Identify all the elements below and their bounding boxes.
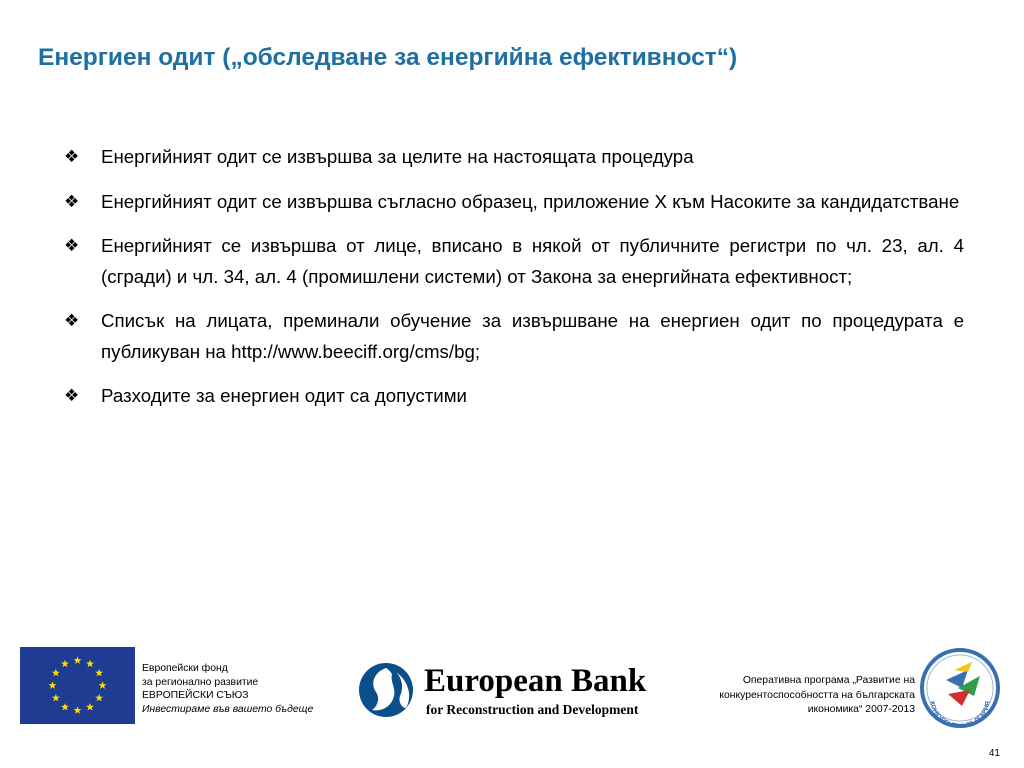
eu-fund-line2: за регионално развитие [142, 676, 259, 688]
eu-star [52, 694, 60, 702]
eu-star [86, 703, 94, 711]
eu-star [74, 706, 82, 714]
eu-star [61, 660, 69, 668]
programme-line1: Оперативна програма „Развитие на [742, 675, 915, 686]
eu-star [74, 656, 82, 664]
bullet-text: Енергийният се извършва от лице, вписано в някой от публичните регистри по чл. 23, ал. 4 (сгради) и чл. 34, ал. 4 (промишлени системи) от Закона за енергийната ефективност; [101, 235, 964, 287]
programme-line2: конкурентоспособността на българската [719, 689, 915, 701]
eu-star [49, 681, 57, 689]
diamond-bullet-icon: ❖ [64, 191, 80, 212]
diamond-bullet-icon: ❖ [64, 236, 80, 256]
eu-star [61, 703, 69, 711]
competitive-bulgaria-logo-icon [918, 640, 1000, 740]
bullet-text: Разходите за енергиен одит са допустими [101, 385, 467, 406]
programme-text [719, 674, 915, 718]
eu-flag-icon [20, 647, 135, 724]
bullet-item [64, 231, 964, 292]
logo-text: КОНКУРЕНТНА БЪЛГАРИЯ [928, 700, 992, 731]
bullet-list [64, 142, 964, 426]
programme-line3: икономика“ 2007-2013 [807, 704, 915, 715]
eu-fund-text [142, 662, 313, 716]
eu-star [95, 669, 103, 677]
eu-motto: Инвестираме във вашето бъдеще [142, 703, 314, 715]
slide-title: Енергиен одит („обследване за енергийна ефективност“) [38, 44, 738, 71]
bullet-item [64, 381, 964, 412]
diamond-bullet-icon: ❖ [64, 147, 80, 167]
diamond-bullet-icon: ❖ [64, 386, 80, 406]
eu-star [99, 681, 107, 689]
bullet-text: Енергийният одит се извършва съгласно образец, приложение Х към Насоките за кандидатстване [101, 190, 960, 212]
eu-fund-line1: Европейски фонд [142, 663, 228, 674]
bullet-text: Списък на лицата, преминали обучение за извършване на енергиен одит по процедурата е публикуван на http://www.beeciff.org/cms/bg; [101, 310, 964, 362]
diamond-bullet-icon: ❖ [64, 311, 80, 331]
eu-star [95, 694, 103, 702]
bullet-item [64, 142, 964, 173]
eu-fund-line3: ЕВРОПЕЙСКИ СЪЮЗ [142, 690, 249, 702]
ebrd-logo-icon [358, 662, 414, 718]
bullet-item [64, 306, 964, 367]
bullet-text: Енергийният одит се извършва за целите на настоящата процедура [101, 146, 694, 167]
eu-star [52, 669, 60, 677]
eu-star [86, 660, 94, 668]
ebrd-subtitle: for Reconstruction and Development [426, 702, 639, 717]
bullet-item [64, 187, 964, 218]
ebrd-name: European Bank [424, 663, 647, 699]
page-number: 41 [988, 748, 1000, 759]
